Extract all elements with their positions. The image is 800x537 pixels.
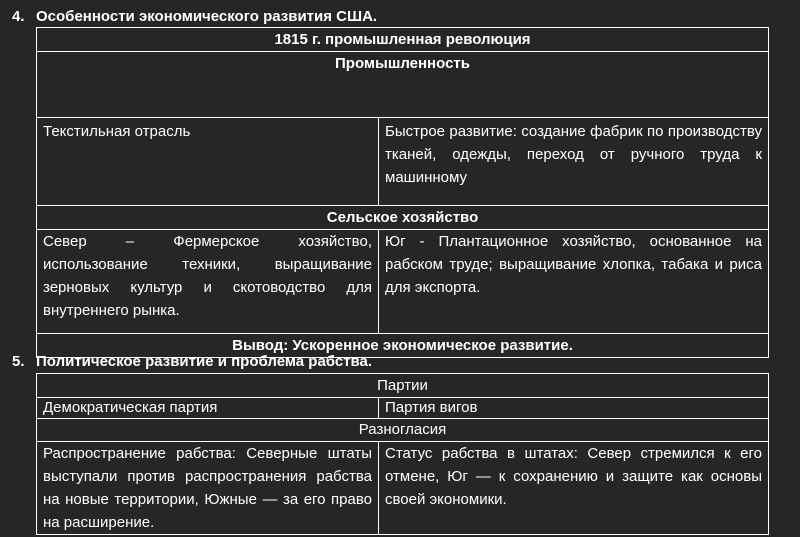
revolution-header: 1815 г. промышленная революция <box>37 28 769 52</box>
section-4-number: 4. <box>12 8 25 25</box>
section-5-heading <box>12 353 372 371</box>
industry-right-cell: Быстрое развитие: создание фабрик по производству тканей, одежды, переход от ручного труда к машинному <box>379 118 769 206</box>
agriculture-north-cell: Север – Фермерское хозяйство, использование техники, выращивание зерновых культур и скотоводство для внутреннего рынка. <box>37 230 379 334</box>
section-5-title: Политическое развитие и проблема рабства. <box>36 353 373 370</box>
agriculture-header: Сельское хозяйство <box>37 206 769 230</box>
section-5-number: 5. <box>12 353 25 370</box>
whig-party-cell: Партия вигов <box>379 398 769 419</box>
conclusion-row: Вывод: Ускоренное экономическое развитие. <box>37 334 769 358</box>
democratic-party-cell: Демократическая партия <box>37 398 379 419</box>
slavery-status-cell: Статус рабства в штатах: Север стремился к его отмене, Юг — к сохранению и защите как основы своей экономики. <box>379 442 769 535</box>
section-4-title: Особенности экономического развития США. <box>36 8 378 25</box>
agriculture-south-cell: Юг - Плантационное хозяйство, основанное на рабском труде; выращивание хлопка, табака и риса для экспорта. <box>379 230 769 334</box>
political-development-table <box>36 373 769 535</box>
economic-development-table <box>36 27 769 358</box>
slavery-expansion-cell: Распространение рабства: Северные штаты выступали против распространения рабства на новые территории, Южные — за его право на расширение. <box>37 442 379 535</box>
industry-header: Промышленность <box>37 52 769 118</box>
section-4-heading <box>12 8 377 26</box>
parties-header: Партии <box>37 374 769 398</box>
disagreements-header: Разногласия <box>37 419 769 442</box>
industry-left-cell: Текстильная отрасль <box>37 118 379 206</box>
